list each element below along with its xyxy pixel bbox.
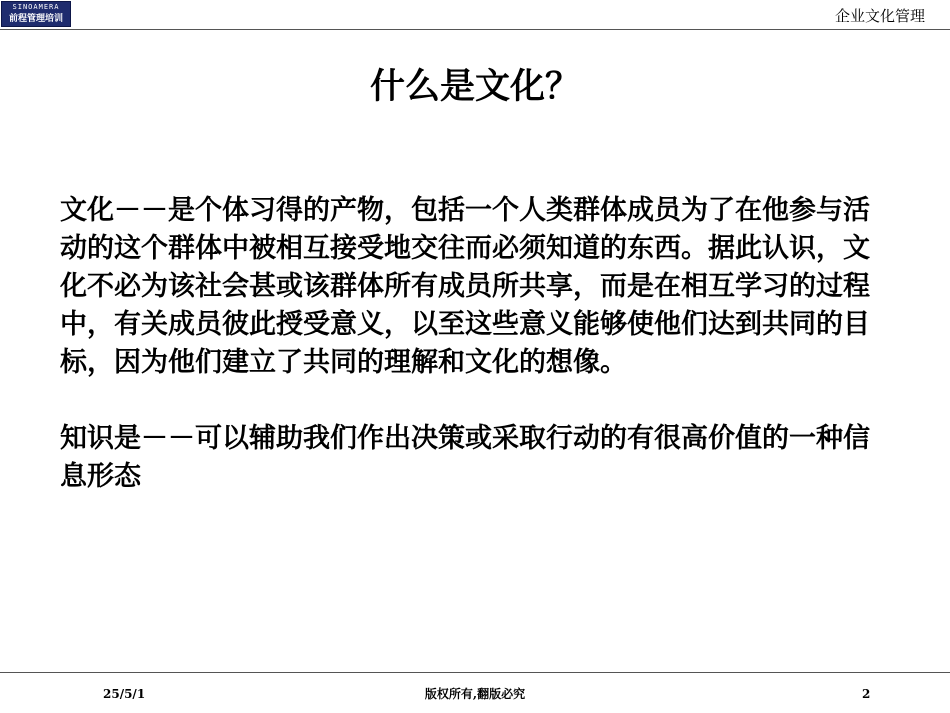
header-title: 企业文化管理 [834, 7, 925, 25]
slide-title: 什么是文化？ [369, 67, 580, 107]
paragraph-knowledge-definition: 知识是－－可以辅助我们作出决策或采取行动的有很高价值的一种信息形态 [60, 423, 870, 492]
logo-text-bottom: 前程管理培训 [8, 14, 63, 24]
paragraph-culture-definition: 文化－－是个体习得的产物，包括一个人类群体成员为了在他参与活动的这个群体中被相互接受地交往而必须知道的东西。据此认识，文化不必为该社会甚或该群体所有成员所共享，而是在相互学习的过程中，有关成员彼此授受意义，以至这些意义能够使他们达到共同的目标，因为他们建立了共同的理解和文化的想像。 [60, 195, 870, 378]
footer-date: 25/5/1 [103, 687, 146, 701]
company-logo [1, 1, 71, 27]
paragraph-spacer [60, 382, 890, 420]
footer-page-number: 2 [862, 687, 871, 701]
logo-text-top: SINOAMERA [12, 3, 60, 11]
footer-copyright: 版权所有,翻版必究 [424, 687, 526, 701]
header-divider [0, 29, 950, 30]
slide-body [60, 192, 890, 496]
footer-divider [0, 672, 950, 673]
